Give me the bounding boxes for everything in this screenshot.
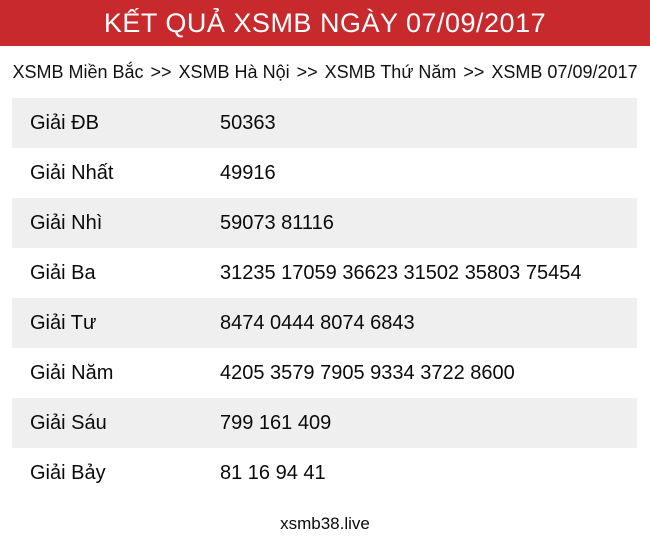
table-row-giai-db [12, 98, 637, 148]
breadcrumb-separator: >> [296, 61, 318, 82]
prize-numbers: 81 16 94 41 [220, 461, 326, 484]
prize-label: Giải Nhất [30, 161, 114, 184]
prize-label: Giải Năm [30, 361, 114, 384]
prize-numbers: 49916 [220, 161, 276, 184]
table-row-giai-nhat [12, 148, 637, 198]
table-row-giai-nhi [12, 198, 637, 248]
results-table [0, 98, 650, 498]
table-row-giai-ba [12, 248, 637, 298]
prize-numbers: 59073 81116 [220, 211, 334, 234]
prize-numbers: 31235 17059 36623 31502 35803 75454 [220, 261, 582, 284]
prize-numbers: 50363 [220, 111, 276, 134]
page-title: KẾT QUẢ XSMB NGÀY 07/09/2017 [103, 7, 547, 38]
breadcrumb-item-thu-nam[interactable]: XSMB Thứ Năm [324, 61, 457, 82]
breadcrumb-separator: >> [150, 61, 172, 82]
footer [0, 514, 650, 534]
prize-label: Giải Ba [30, 261, 96, 284]
prize-label: Giải Sáu [30, 411, 107, 434]
prize-numbers: 8474 0444 8074 6843 [220, 311, 415, 334]
header-bar [0, 0, 650, 46]
site-link[interactable]: xsmb38.live [280, 514, 370, 533]
table-row-giai-bay [12, 448, 637, 498]
prize-label: Giải Bảy [30, 461, 106, 484]
prize-numbers: 4205 3579 7905 9334 3722 8600 [220, 361, 515, 384]
prize-label: Giải Nhì [30, 211, 103, 234]
table-row-giai-nam [12, 348, 637, 398]
prize-label: Giải Tư [30, 311, 97, 334]
prize-numbers: 799 161 409 [220, 411, 332, 434]
breadcrumb-item-ha-noi[interactable]: XSMB Hà Nội [178, 61, 290, 82]
breadcrumb-separator: >> [463, 61, 485, 82]
prize-label: Giải ĐB [30, 111, 99, 134]
breadcrumb-item-mien-bac[interactable]: XSMB Miền Bắc [12, 61, 144, 82]
breadcrumb-item-date[interactable]: XSMB 07/09/2017 [491, 61, 638, 82]
table-row-giai-tu [12, 298, 637, 348]
breadcrumb [0, 46, 650, 98]
table-row-giai-sau [12, 398, 637, 448]
